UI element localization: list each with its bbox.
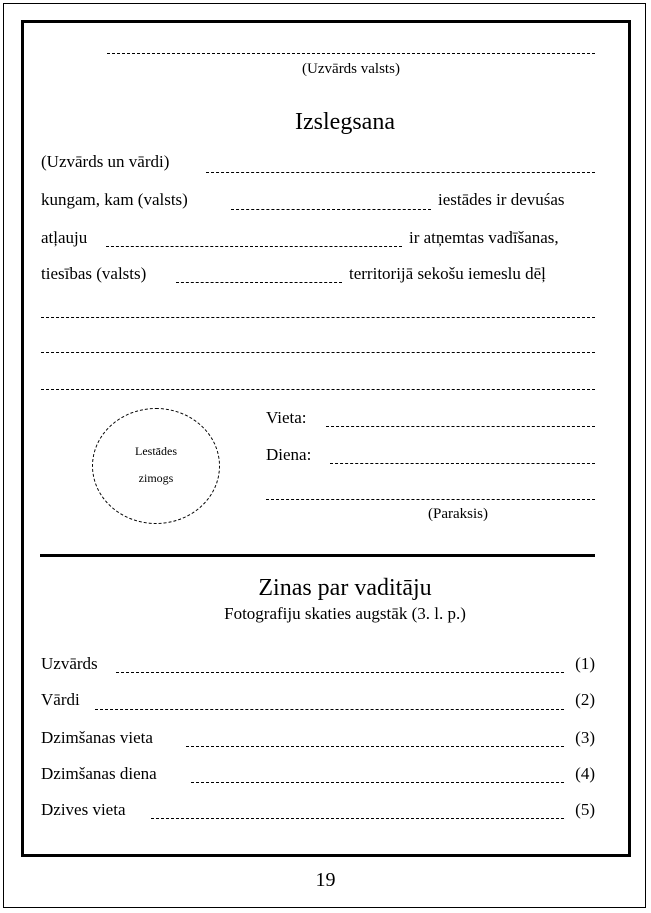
permit-label: atļauju (41, 228, 88, 247)
reason-line-2[interactable] (41, 352, 595, 353)
rights-country-field[interactable] (176, 282, 342, 283)
revoked-text: ir atņemtas vadīšanas, (409, 228, 559, 247)
signature-field[interactable] (266, 499, 595, 500)
permit-field[interactable] (106, 246, 402, 247)
section-title-exclusion: Izslegsana (295, 109, 395, 135)
rights-country-label: tiesības (valsts) (41, 264, 147, 283)
birthplace-number: (3) (575, 728, 595, 747)
birthdate-number: (4) (575, 764, 595, 783)
surname-label: Uzvārds (41, 654, 98, 673)
reason-text: territorijā sekošu iemeslu dēļ (349, 264, 546, 283)
issuing-country-label: kungam, kam (valsts) (41, 190, 188, 209)
full-name-label: (Uzvārds un vārdi) (41, 152, 170, 171)
place-field[interactable] (326, 426, 595, 427)
surname-field[interactable] (116, 672, 564, 673)
residence-number: (5) (575, 800, 595, 819)
reason-line-3[interactable] (41, 389, 595, 390)
birthplace-label: Dzimšanas vieta (41, 728, 153, 747)
page-number: 19 (315, 869, 336, 891)
photo-reference-subtitle: Fotografiju skaties augstāk (3. l. p.) (224, 604, 466, 623)
issued-text: iestādes ir devuśas (438, 190, 565, 209)
full-name-field[interactable] (206, 172, 595, 173)
country-surname-caption: (Uzvārds valsts) (302, 61, 400, 77)
first-names-field[interactable] (95, 709, 564, 710)
signature-caption: (Paraksis) (428, 506, 488, 522)
surname-number: (1) (575, 654, 595, 673)
section-title-driver-info: Zinas par vaditāju (258, 575, 432, 601)
stamp-text-line-2: zimogs (138, 471, 174, 485)
country-surname-line (107, 53, 595, 54)
residence-field[interactable] (151, 818, 564, 819)
issuing-country-field[interactable] (231, 209, 431, 210)
first-names-label: Vārdi (41, 690, 80, 709)
date-field[interactable] (330, 463, 595, 464)
reason-line-1[interactable] (41, 317, 595, 318)
residence-label: Dzives vieta (41, 800, 126, 819)
birthdate-field[interactable] (191, 782, 564, 783)
place-label: Vieta: (266, 408, 307, 427)
birthdate-label: Dzimšanas diena (41, 764, 157, 783)
section-divider (40, 554, 595, 557)
date-label: Diena: (266, 445, 312, 464)
birthplace-field[interactable] (186, 746, 564, 747)
office-stamp-circle (92, 408, 220, 524)
first-names-number: (2) (575, 690, 595, 709)
stamp-text-line-1: Lestādes (135, 444, 177, 458)
